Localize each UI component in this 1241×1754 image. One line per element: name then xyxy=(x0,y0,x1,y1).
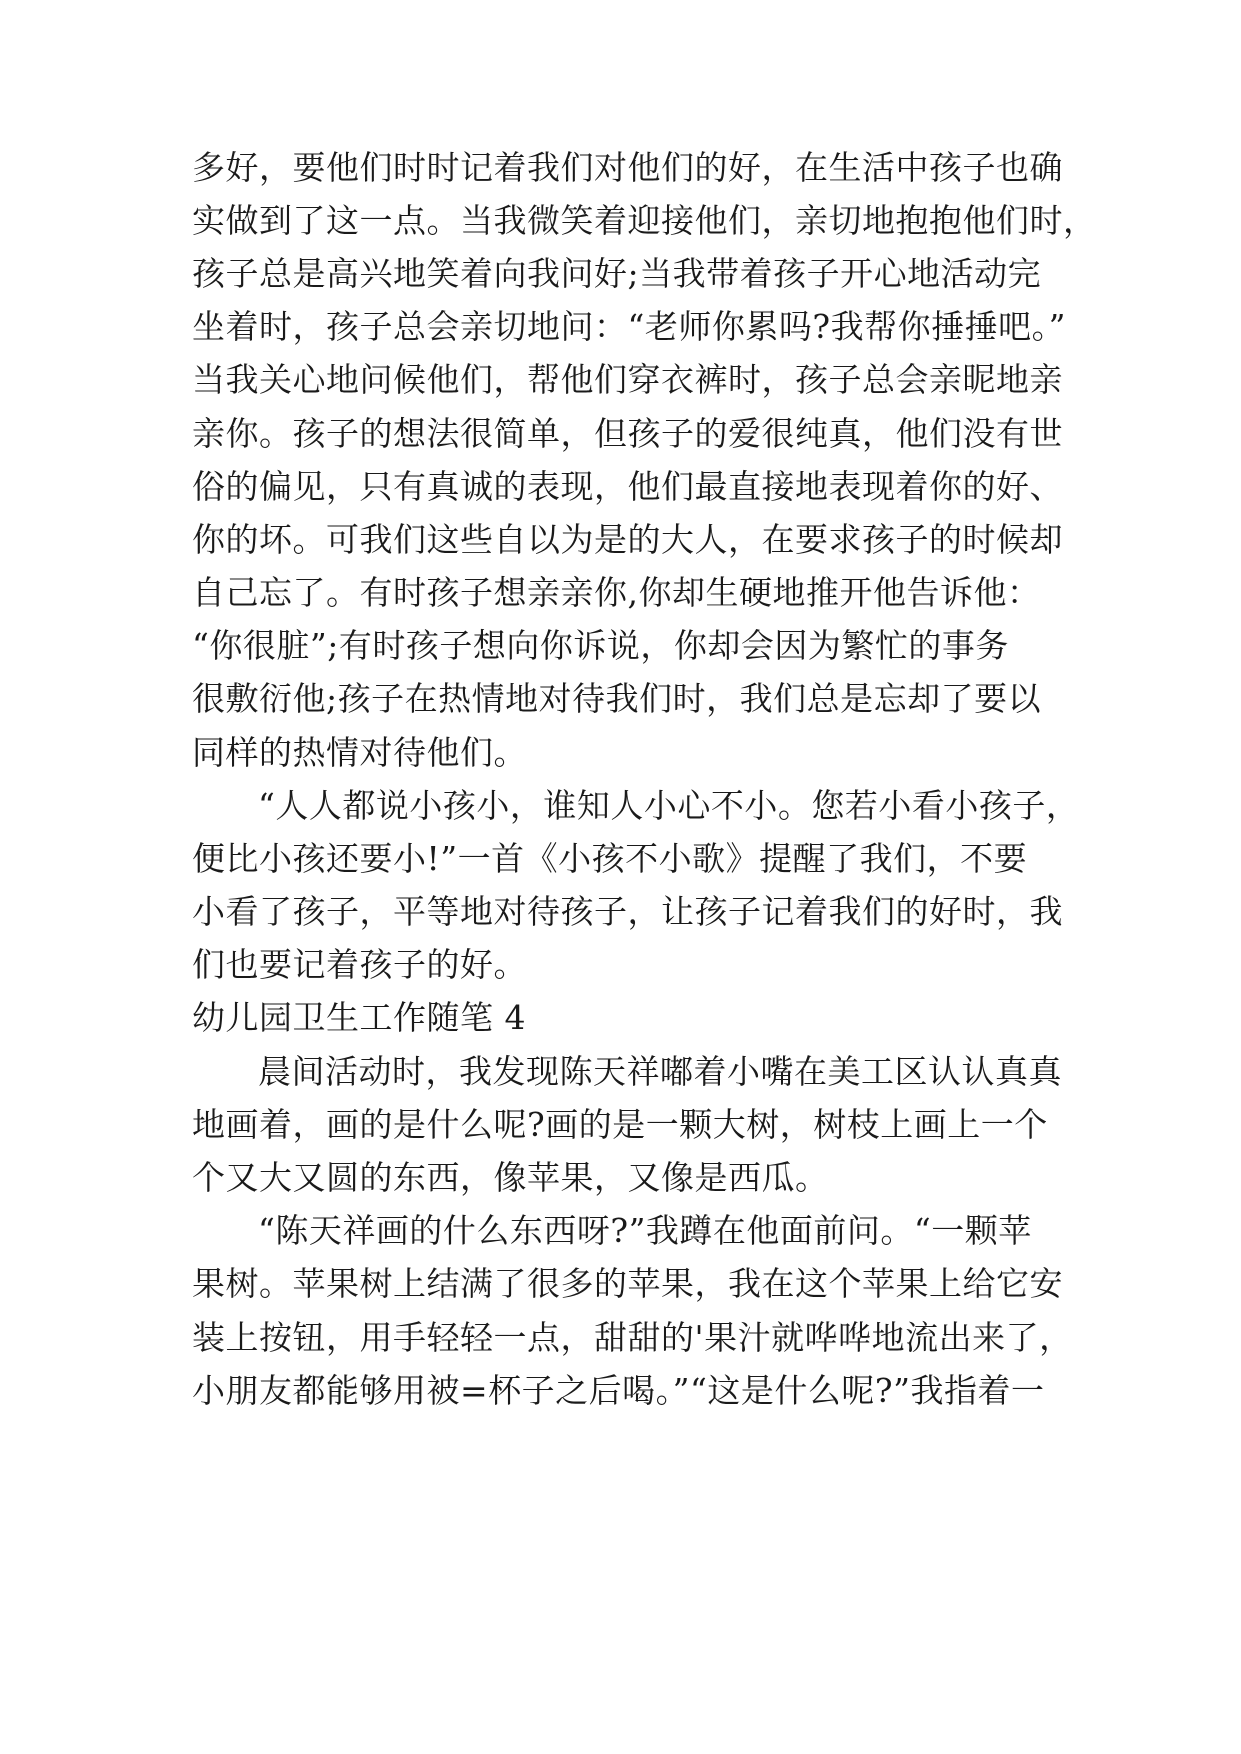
text-line: 地画着，画的是什么呢?画的是一颗大树，树枝上画上一个 xyxy=(192,1105,1048,1144)
text-line: 俗的偏见，只有真诚的表现，他们最直接地表现着你的好、 xyxy=(192,467,1063,506)
text-line: 小看了孩子，平等地对待孩子，让孩子记着我们的好时，我 xyxy=(192,892,1063,931)
text-line: 实做到了这一点。当我微笑着迎接他们，亲切地抱抱他们时， xyxy=(192,201,1097,240)
text-line: “陈天祥画的什么东西呀?”我蹲在他面前问。“一颗苹 xyxy=(258,1211,1032,1250)
text-line: 小朋友都能够用被=杯子之后喝。”“这是什么呢?”我指着一 xyxy=(192,1371,1045,1410)
text-line: 当我关心地问候他们，帮他们穿衣裤时，孩子总会亲昵地亲 xyxy=(192,360,1063,399)
text-line: 很敷衍他;孩子在热情地对待我们时，我们总是忘却了要以 xyxy=(192,679,1042,718)
text-line: 自己忘了。有时孩子想亲亲你,你却生硬地推开他告诉他： xyxy=(192,573,1041,612)
text-line: 亲你。孩子的想法很简单，但孩子的爱很纯真，他们没有世 xyxy=(192,414,1063,453)
text-line: 同样的热情对待他们。 xyxy=(192,733,527,772)
text-line: “人人都说小孩小，谁知人小心不小。您若小看小孩子， xyxy=(258,786,1080,825)
text-line: 坐着时，孩子总会亲切地问：“老师你累吗?我帮你捶捶吧。” xyxy=(192,307,1066,346)
text-line: 你的坏。可我们这些自以为是的大人，在要求孩子的时候却 xyxy=(192,520,1063,559)
text-line: 多好，要他们时时记着我们对他们的好，在生活中孩子也确 xyxy=(192,148,1063,187)
text-line: 晨间活动时，我发现陈天祥嘟着小嘴在美工区认认真真 xyxy=(258,1052,1062,1091)
section-title: 幼儿园卫生工作随笔 4 xyxy=(192,998,526,1037)
text-line: 个又大又圆的东西，像苹果，又像是西瓜。 xyxy=(192,1158,829,1197)
text-line: 孩子总是高兴地笑着向我问好;当我带着孩子开心地活动完 xyxy=(192,254,1042,293)
text-line: 们也要记着孩子的好。 xyxy=(192,945,527,984)
text-line: 果树。苹果树上结满了很多的苹果，我在这个苹果上给它安 xyxy=(192,1264,1063,1303)
text-line: 便比小孩还要小!”一首《小孩不小歌》提醒了我们，不要 xyxy=(192,839,1028,878)
text-line: “你很脏”;有时孩子想向你诉说，你却会因为繁忙的事务 xyxy=(192,626,1009,665)
text-line: 装上按钮，用手轻轻一点，甜甜的'果汁就哗哗地流出来了， xyxy=(192,1318,1073,1357)
